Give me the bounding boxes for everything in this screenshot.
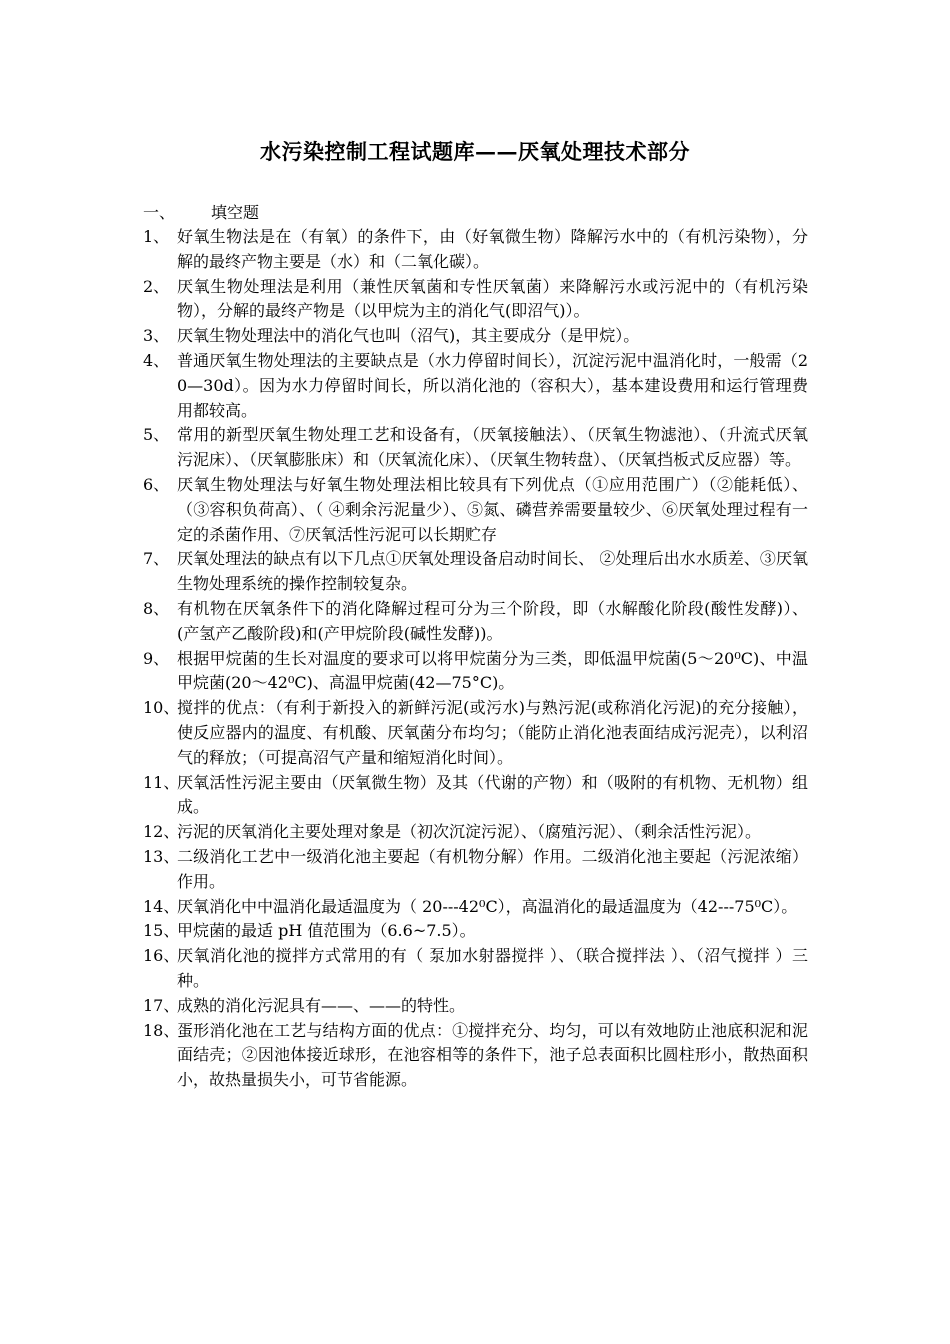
- question-text: 普通厌氧生物处理法的主要缺点是（水力停留时间长），沉淀污泥中温消化时，一般需（20—30d）。因为水力停留时间长，所以消化池的（容积大），基本建设费用和运行管理费用都较高。: [177, 350, 808, 420]
- question-item: [143, 919, 808, 944]
- question-text: 厌氧生物处理法中的消化气也叫（沼气)，其主要成分（是甲烷）。: [177, 326, 640, 346]
- question-number: 17、: [143, 995, 180, 1015]
- document-title: 水污染控制工程试题库——厌氧处理技术部分: [260, 139, 690, 164]
- question-item: [143, 225, 808, 275]
- question-item: [143, 696, 808, 770]
- question-text: 厌氧生物处理法与好氧生物处理法相比较具有下列优点（①应用范围广）（②能耗低）、（③容积负荷高）、（ ④剩余污泥量少）、⑤氮、磷营养需要量较少、⑥厌氧处理过程有一定的杀菌作用、⑦厌氧活性污泥可以长期贮存: [177, 474, 808, 544]
- question-item: [143, 473, 808, 547]
- question-number: 8、: [143, 598, 170, 618]
- question-number: 15、: [143, 921, 180, 941]
- question-number: 1、: [143, 227, 170, 246]
- question-number: 18、: [143, 1020, 180, 1040]
- question-number: 13、: [143, 846, 180, 866]
- question-list: [143, 225, 808, 1093]
- question-number: 4、: [143, 350, 170, 370]
- question-number: 9、: [143, 648, 170, 668]
- question-item: [143, 349, 808, 423]
- question-item: [143, 647, 808, 697]
- section-label: 填空题: [211, 203, 260, 222]
- question-text: 污泥的厌氧消化主要处理对象是（初次沉淀污泥）、（腐殖污泥）、（剩余活性污泥）。: [177, 822, 762, 842]
- question-number: 3、: [143, 326, 170, 346]
- question-text: 厌氧消化中中温消化最适温度为（ 20---42⁰C），高温消化的最适温度为（42---75⁰C）。: [177, 896, 798, 916]
- question-number: 12、: [143, 822, 180, 842]
- question-number: 5、: [143, 425, 170, 445]
- question-text: 好氧生物法是在（有氧）的条件下，由（好氧微生物）降解污水中的（有机污染物），分解的最终产物主要是（水）和（二氧化碳）。: [177, 227, 808, 271]
- question-number: 14、: [143, 896, 180, 916]
- question-item: [143, 771, 808, 821]
- question-item: [143, 423, 808, 473]
- question-item: [143, 845, 808, 895]
- question-text: 搅拌的优点：（有利于新投入的新鲜污泥(或污水)与熟污泥(或称消化污泥)的充分接触），使反应器内的温度、有机酸、厌氧菌分布均匀；（能防止消化池表面结成污泥壳），以利沼气的释放；（可提高沼气产量和缩短消化时间）。: [177, 698, 808, 767]
- question-item: [143, 1019, 808, 1093]
- question-item: [143, 547, 808, 597]
- question-item: [143, 895, 808, 920]
- question-text: 蛋形消化池在工艺与结构方面的优点：①搅拌充分、均匀，可以有效地防止池底积泥和泥面结壳；②因池体接近球形，在池容相等的条件下，池子总表面积比圆柱形小，散热面积小，故热量损失小，可节省能源。: [177, 1020, 808, 1090]
- question-text: 厌氧活性污泥主要由（厌氧微生物）及其（代谢的产物）和（吸附的有机物、无机物）组成。: [177, 772, 808, 817]
- question-item: [143, 597, 808, 647]
- question-text: 甲烷菌的最适 pH 值范围为（6.6~7.5）。: [177, 921, 476, 941]
- question-item: [143, 994, 808, 1019]
- question-text: 二级消化工艺中一级消化池主要起（有机物分解）作用。二级消化池主要起（污泥浓缩）作用。: [177, 846, 808, 891]
- question-number: 7、: [143, 549, 170, 569]
- question-text: 厌氧处理法的缺点有以下几点①厌氧处理设备启动时间长、 ②处理后出水水质差、③厌氧生物处理系统的操作控制较复杂。: [177, 549, 808, 594]
- question-number: 16、: [143, 946, 180, 966]
- section-heading: [143, 201, 259, 225]
- question-item: [143, 324, 808, 349]
- question-text: 常用的新型厌氧生物处理工艺和设备有，（厌氧接触法）、（厌氧生物滤池）、（升流式厌氧污泥床）、（厌氧膨胀床）和（厌氧流化床）、（厌氧生物转盘）、（厌氧挡板式反应器）等。: [177, 425, 808, 470]
- question-item: [143, 820, 808, 845]
- question-text: 有机物在厌氧条件下的消化降解过程可分为三个阶段，即（水解酸化阶段(酸性发酵)）、(产氢产乙酸阶段)和(产甲烷阶段(碱性发酵))。: [177, 598, 808, 643]
- question-number: 6、: [143, 474, 170, 494]
- question-number: 10、: [143, 698, 180, 718]
- question-item: [143, 944, 808, 994]
- question-number: 2、: [143, 276, 170, 296]
- section-number: 一、: [143, 203, 176, 222]
- question-text: 厌氧生物处理法是利用（兼性厌氧菌和专性厌氧菌）来降解污水或污泥中的（有机污染物），分解的最终产物是（以甲烷为主的消化气(即沼气)）。: [177, 276, 808, 321]
- question-item: [143, 275, 808, 325]
- question-text: 成熟的消化污泥具有——、——的特性。: [177, 995, 466, 1015]
- question-number: 11、: [143, 772, 180, 792]
- question-text: 厌氧消化池的搅拌方式常用的有（ 泵加水射器搅拌 ）、（联合搅拌法 ）、（沼气搅拌 ）三种。: [177, 946, 808, 990]
- question-text: 根据甲烷菌的生长对温度的要求可以将甲烷菌分为三类，即低温甲烷菌(5～20⁰C)、中温甲烷菌(20～42⁰C)、高温甲烷菌(42—75°C)。: [177, 648, 808, 693]
